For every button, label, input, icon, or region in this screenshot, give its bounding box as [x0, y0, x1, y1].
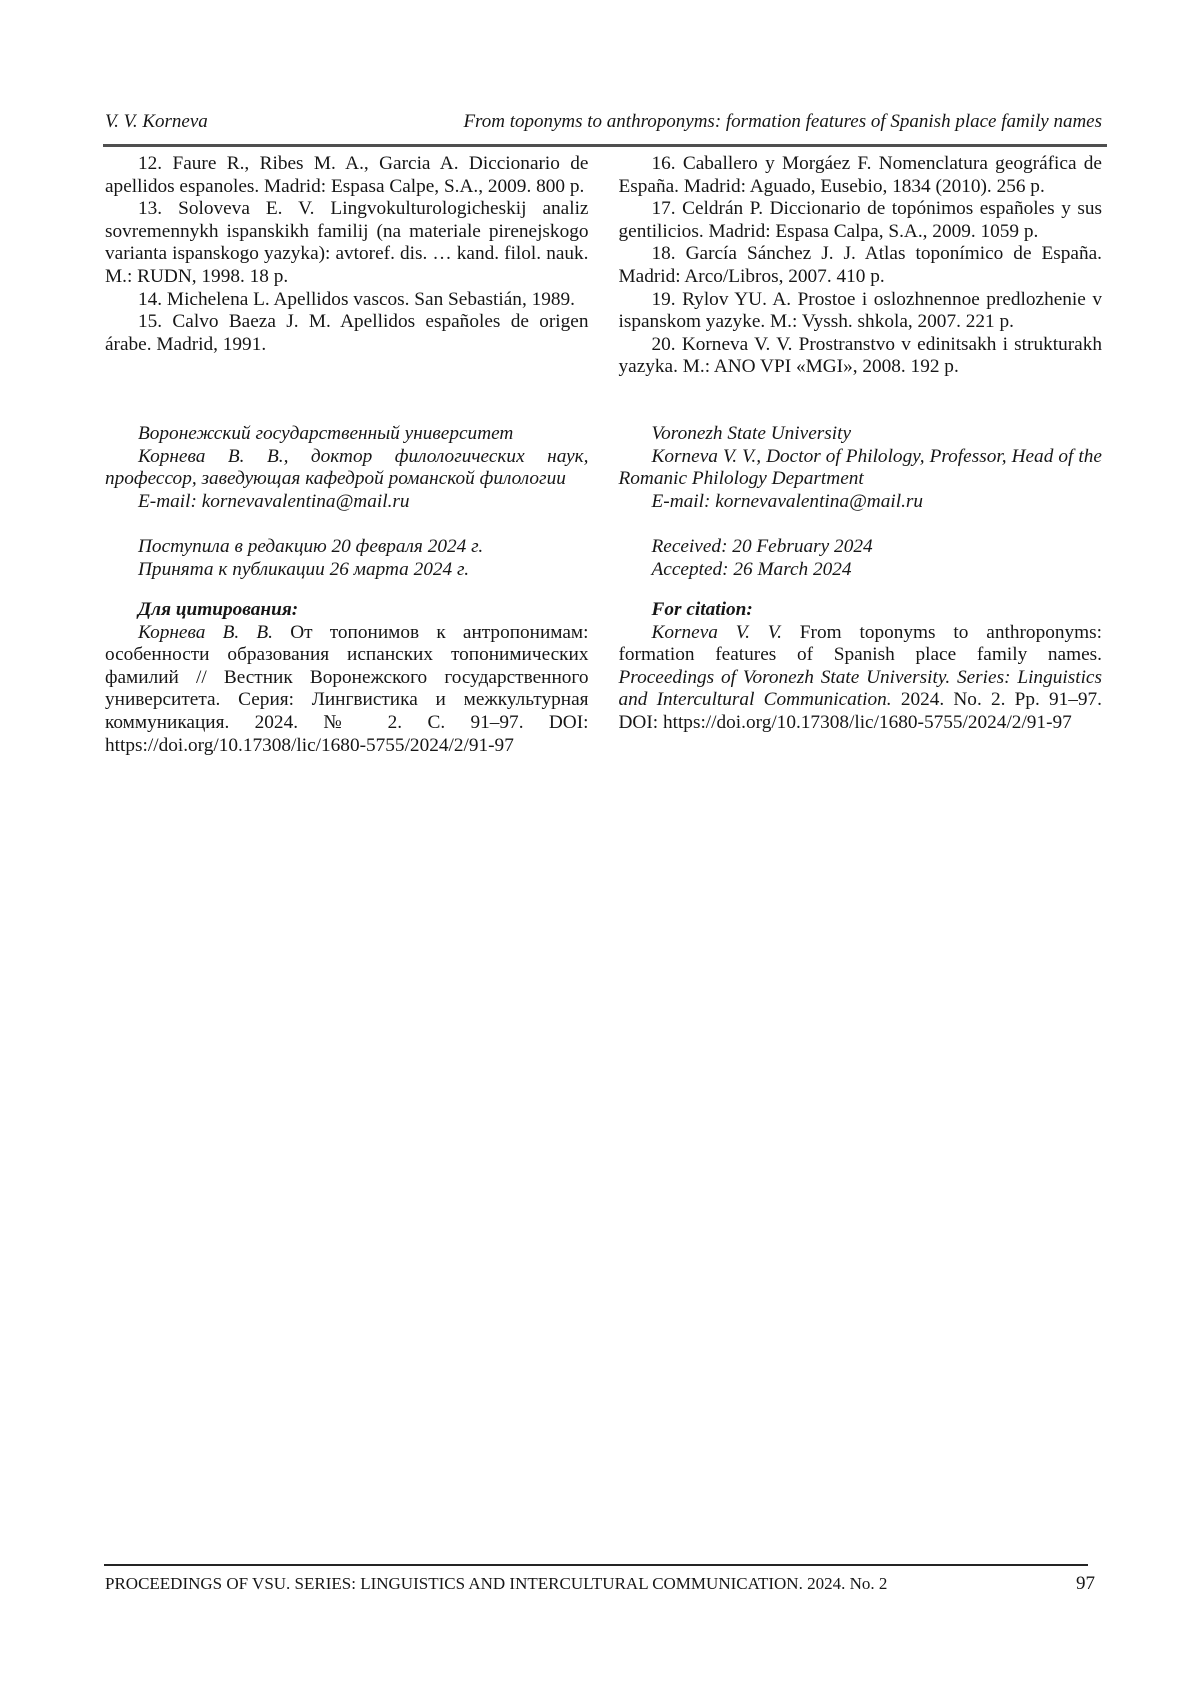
- date-line: Принята к публикации 26 марта 2024 г.: [138, 558, 470, 580]
- reference-item: 15. Calvo Baeza J. M. Apellidos españoles de origen árabe. Madrid, 1991.: [105, 311, 589, 355]
- reference-item: 13. Soloveva E. V. Lingvokulturologicheskij analiz sovremennykh ispanskikh familij (na materiale pirenejskogo varianta ispanskogo yazyka): avtoref. dis. … kand. filol. nauk. M.: RUDN, 1998. 18 p.: [105, 198, 589, 287]
- citation-heading-ru: Для цитирования:: [138, 599, 299, 620]
- footer-journal-line: PROCEEDINGS OF VSU. SERIES: LINGUISTICS AND INTERCULTURAL COMMUNICATION. 2024. No. 2: [105, 1574, 888, 1593]
- citation-text-segment: Корнева В. В.: [138, 621, 291, 643]
- affiliation-en: [619, 423, 1103, 536]
- date-line: Received: 20 February 2024: [651, 536, 873, 557]
- affiliation-line: Voronezh State University: [651, 423, 852, 444]
- citation-paragraph-en: [619, 622, 1103, 735]
- dates-ru: [105, 536, 589, 599]
- reference-item: 14. Michelena L. Apellidos vascos. San Sebastián, 1989.: [138, 288, 575, 310]
- citation-text-segment: Proceedings of Voronezh State University. Series: Linguistics and Intercultural Communication.: [618, 666, 1102, 711]
- reference-item: 20. Korneva V. V. Prostranstvo v edinitsakh i strukturakh yazyka. M.: ANO VPI «MGI», 2008. 192 p.: [618, 333, 1102, 378]
- affiliation-line: Korneva V. V., Doctor of Philology, Professor, Head of the Romanic Philology Department: [618, 445, 1102, 490]
- running-head-title: From toponyms to anthroponyms: formation features of Spanish place family names: [463, 111, 1102, 132]
- two-column-body: [105, 153, 1102, 757]
- date-line: Поступила в редакцию 20 февраля 2024 г.: [138, 536, 484, 557]
- citation-text-segment: From toponyms to anthroponyms: formation features of Spanish place family names.: [618, 621, 1102, 666]
- reference-item: 19. Rylov YU. A. Prostoe i oslozhnennoe predlozhenie v ispanskom yazyke. M.: Vyssh. shkola, 2007. 221 p.: [618, 288, 1102, 333]
- footer: [105, 1572, 1095, 1596]
- running-head-author: V. V. Korneva: [105, 111, 208, 132]
- right-column: [619, 153, 1103, 757]
- affiliation-line: E-mail: kornevavalentina@mail.ru: [138, 490, 410, 512]
- date-line: Accepted: 26 March 2024: [651, 558, 852, 580]
- running-head: [105, 110, 1102, 134]
- reference-item: 17. Celdrán P. Diccionario de topónimos españoles y sus gentilicios. Madrid: Espasa Calpa, S.A., 2009. 1059 p.: [618, 198, 1102, 242]
- affiliation-line: E-mail: kornevavalentina@mail.ru: [651, 490, 924, 512]
- left-column: [105, 153, 589, 757]
- header-rule-divider: [103, 144, 1107, 147]
- footer-page-number: 97: [1076, 1573, 1095, 1594]
- citation-text-segment: 2024. No. 2. Pp. 91–97. DOI: https://doi.org/10.17308/lic/1680-5755/2024/2/91-97: [618, 689, 1103, 733]
- references-list-left: [105, 153, 589, 423]
- reference-item: 18. García Sánchez J. J. Atlas toponímico de España. Madrid: Arco/Libros, 2007. 410 p.: [618, 243, 1102, 287]
- dates-en: [619, 536, 1103, 599]
- citation-heading-en: For citation:: [651, 599, 753, 620]
- citation-text-segment: От топонимов к антропонимам: особенности образования испанских топонимических фамилий // Вестник Воронежского государственного университета. Серия: Лингвистика и межкультурная коммуникация. 2024. № 2. С. 91–97. DOI: https://doi.org/10.17308/lic/1680-5755/2024/2/91-97: [105, 621, 589, 756]
- footer-rule-divider: [104, 1564, 1088, 1566]
- affiliation-line: Воронежский государственный университет: [138, 423, 514, 444]
- citation-text-segment: Korneva V. V.: [651, 621, 800, 643]
- references-list-right: [619, 153, 1103, 423]
- reference-item: 16. Caballero y Morgáez F. Nomenclatura geográfica de España. Madrid: Aguado, Eusebio, 1834 (2010). 256 p.: [618, 153, 1102, 197]
- reference-item: 12. Faure R., Ribes M. A., Garcia A. Diccionario de apellidos espanoles. Madrid: Espasa Calpe, S.A., 2009. 800 p.: [105, 153, 589, 197]
- citation-paragraph-ru: [105, 622, 589, 758]
- affiliation-line: Корнева В. В., доктор филологических наук, профессор, заведующая кафедрой романской филологии: [105, 445, 589, 490]
- affiliation-ru: [105, 423, 589, 536]
